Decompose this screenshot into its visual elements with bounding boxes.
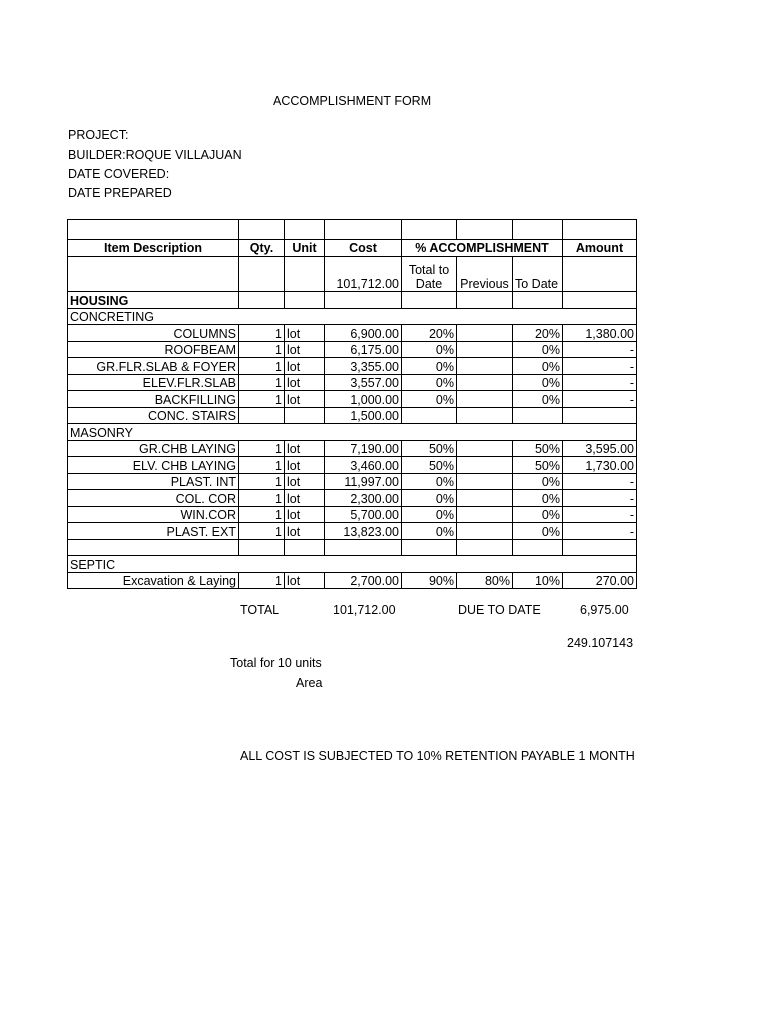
item-amount: 1,380.00	[563, 325, 637, 342]
item-description: WIN.COR	[67, 507, 239, 524]
empty-cell	[239, 257, 285, 292]
table-row	[67, 507, 637, 524]
item-previous	[457, 408, 513, 425]
item-total-to-date: 0%	[402, 507, 457, 524]
item-to-date: 0%	[513, 490, 563, 507]
item-to-date: 50%	[513, 457, 563, 474]
item-description: Excavation & Laying	[67, 573, 239, 590]
item-qty	[239, 408, 285, 425]
empty-cell	[563, 257, 637, 292]
item-cost: 2,300.00	[325, 490, 402, 507]
item-unit: lot	[285, 507, 325, 524]
item-amount: 270.00	[563, 573, 637, 590]
date-prepared-label: DATE PREPARED	[68, 186, 172, 200]
table-row	[67, 358, 637, 375]
empty-cell	[513, 292, 563, 309]
due-to-date-label: DUE TO DATE	[458, 603, 541, 617]
item-previous	[457, 375, 513, 392]
header-item-description: Item Description	[67, 240, 239, 257]
item-description: GR.CHB LAYING	[67, 441, 239, 458]
table-subheader-row	[67, 257, 637, 292]
item-to-date: 0%	[513, 375, 563, 392]
item-total-to-date: 20%	[402, 325, 457, 342]
due-to-date-value: 6,975.00	[580, 603, 629, 617]
item-unit: lot	[285, 358, 325, 375]
item-description: PLAST. EXT	[67, 523, 239, 540]
retention-note: ALL COST IS SUBJECTED TO 10% RETENTION PAYABLE 1 MONTH	[240, 749, 635, 763]
item-amount: -	[563, 490, 637, 507]
item-qty: 1	[239, 358, 285, 375]
item-unit: lot	[285, 325, 325, 342]
item-unit: lot	[285, 457, 325, 474]
header-amount: Amount	[563, 240, 637, 257]
empty-cell	[457, 292, 513, 309]
item-total-to-date: 0%	[402, 375, 457, 392]
table-row	[67, 391, 637, 408]
item-amount: -	[563, 507, 637, 524]
empty-cell	[325, 219, 402, 240]
empty-cell	[285, 292, 325, 309]
item-to-date: 0%	[513, 474, 563, 491]
group-title: CONCRETING	[67, 309, 637, 326]
item-cost: 6,175.00	[325, 342, 402, 359]
item-amount: -	[563, 358, 637, 375]
item-qty: 1	[239, 507, 285, 524]
item-description: ELV. CHB LAYING	[67, 457, 239, 474]
item-qty: 1	[239, 325, 285, 342]
header-cost: Cost	[325, 240, 402, 257]
empty-cell	[285, 257, 325, 292]
item-qty: 1	[239, 457, 285, 474]
item-amount: 3,595.00	[563, 441, 637, 458]
table-row	[67, 573, 637, 590]
item-previous	[457, 441, 513, 458]
item-previous	[457, 358, 513, 375]
item-qty: 1	[239, 490, 285, 507]
table-header-row	[67, 240, 637, 257]
item-previous	[457, 391, 513, 408]
item-description: CONC. STAIRS	[67, 408, 239, 425]
empty-cell	[325, 540, 402, 557]
item-cost: 7,190.00	[325, 441, 402, 458]
empty-cell	[239, 219, 285, 240]
item-total-to-date: 0%	[402, 490, 457, 507]
item-qty: 1	[239, 375, 285, 392]
empty-cell	[402, 540, 457, 557]
item-qty: 1	[239, 391, 285, 408]
section-title: HOUSING	[67, 292, 239, 309]
item-total-to-date: 50%	[402, 457, 457, 474]
item-to-date: 10%	[513, 573, 563, 590]
item-total-to-date: 0%	[402, 474, 457, 491]
item-total-to-date: 0%	[402, 358, 457, 375]
item-description: BACKFILLING	[67, 391, 239, 408]
empty-cell	[285, 219, 325, 240]
group-row	[67, 424, 637, 441]
item-qty: 1	[239, 342, 285, 359]
project-label: PROJECT:	[68, 128, 129, 142]
item-previous	[457, 325, 513, 342]
blank-row	[67, 540, 637, 557]
table-row	[67, 342, 637, 359]
item-cost: 11,997.00	[325, 474, 402, 491]
group-title: SEPTIC	[67, 556, 637, 573]
item-amount: -	[563, 342, 637, 359]
item-to-date: 0%	[513, 507, 563, 524]
item-unit: lot	[285, 342, 325, 359]
item-qty: 1	[239, 441, 285, 458]
table-row	[67, 490, 637, 507]
item-previous	[457, 507, 513, 524]
item-previous	[457, 342, 513, 359]
subheader-total-to-date: Total to Date	[402, 257, 457, 292]
item-previous	[457, 474, 513, 491]
header-accomplishment: % ACCOMPLISHMENT	[402, 240, 563, 257]
empty-cell	[563, 540, 637, 557]
item-unit: lot	[285, 573, 325, 590]
empty-cell	[402, 292, 457, 309]
table-row	[67, 325, 637, 342]
empty-cell	[457, 540, 513, 557]
table-row	[67, 523, 637, 540]
item-to-date: 20%	[513, 325, 563, 342]
item-amount: -	[563, 523, 637, 540]
empty-cell	[402, 219, 457, 240]
item-total-to-date: 0%	[402, 342, 457, 359]
table-row	[67, 375, 637, 392]
empty-cell	[325, 292, 402, 309]
item-previous	[457, 457, 513, 474]
item-unit: lot	[285, 441, 325, 458]
empty-cell	[239, 540, 285, 557]
empty-cell	[513, 540, 563, 557]
group-row	[67, 556, 637, 573]
total-label: TOTAL	[240, 603, 280, 617]
table-top-row	[67, 219, 637, 240]
header-qty: Qty.	[239, 240, 285, 257]
item-amount	[563, 408, 637, 425]
empty-cell	[563, 292, 637, 309]
table-row	[67, 441, 637, 458]
extra-value: 249.107143	[567, 636, 634, 650]
item-amount: -	[563, 391, 637, 408]
item-total-to-date: 90%	[402, 573, 457, 590]
item-description: GR.FLR.SLAB & FOYER	[67, 358, 239, 375]
item-cost: 3,557.00	[325, 375, 402, 392]
empty-cell	[239, 292, 285, 309]
item-amount: -	[563, 474, 637, 491]
item-previous	[457, 523, 513, 540]
item-to-date: 50%	[513, 441, 563, 458]
item-amount: 1,730.00	[563, 457, 637, 474]
section-row	[67, 292, 637, 309]
item-to-date: 0%	[513, 391, 563, 408]
item-previous	[457, 490, 513, 507]
item-unit: lot	[285, 375, 325, 392]
total-value: 101,712.00	[333, 603, 396, 617]
item-cost: 3,355.00	[325, 358, 402, 375]
item-unit	[285, 408, 325, 425]
item-cost: 5,700.00	[325, 507, 402, 524]
form-title: ACCOMPLISHMENT FORM	[273, 94, 432, 108]
item-total-to-date: 50%	[402, 441, 457, 458]
item-amount: -	[563, 375, 637, 392]
group-title: MASONRY	[67, 424, 637, 441]
item-description: COLUMNS	[67, 325, 239, 342]
item-description: ELEV.FLR.SLAB	[67, 375, 239, 392]
empty-cell	[67, 219, 239, 240]
empty-cell	[285, 540, 325, 557]
item-qty: 1	[239, 474, 285, 491]
date-covered-label: DATE COVERED:	[68, 167, 170, 181]
table-row	[67, 408, 637, 425]
item-total-to-date: 0%	[402, 391, 457, 408]
item-unit: lot	[285, 490, 325, 507]
subheader-to-date: To Date	[513, 257, 563, 292]
table-row	[67, 474, 637, 491]
item-cost: 2,700.00	[325, 573, 402, 590]
cost-total-cell: 101,712.00	[325, 257, 402, 292]
item-qty: 1	[239, 573, 285, 590]
item-qty: 1	[239, 523, 285, 540]
item-cost: 13,823.00	[325, 523, 402, 540]
empty-cell	[457, 219, 513, 240]
table-row	[67, 457, 637, 474]
item-cost: 3,460.00	[325, 457, 402, 474]
item-description: ROOFBEAM	[67, 342, 239, 359]
item-to-date: 0%	[513, 358, 563, 375]
area-label: Area	[296, 676, 323, 690]
empty-cell	[67, 257, 239, 292]
group-row	[67, 309, 637, 326]
builder-label: BUILDER:ROQUE VILLAJUAN	[68, 148, 242, 162]
item-total-to-date: 0%	[402, 523, 457, 540]
empty-cell	[563, 219, 637, 240]
item-unit: lot	[285, 474, 325, 491]
item-to-date	[513, 408, 563, 425]
empty-cell	[513, 219, 563, 240]
item-to-date: 0%	[513, 523, 563, 540]
item-unit: lot	[285, 391, 325, 408]
item-to-date: 0%	[513, 342, 563, 359]
item-unit: lot	[285, 523, 325, 540]
total-units-label: Total for 10 units	[230, 656, 322, 670]
item-cost: 1,000.00	[325, 391, 402, 408]
item-cost: 1,500.00	[325, 408, 402, 425]
item-description: COL. COR	[67, 490, 239, 507]
item-total-to-date	[402, 408, 457, 425]
empty-cell	[67, 540, 239, 557]
item-previous: 80%	[457, 573, 513, 590]
subheader-previous: Previous	[457, 257, 513, 292]
header-unit: Unit	[285, 240, 325, 257]
item-description: PLAST. INT	[67, 474, 239, 491]
accomplishment-table	[67, 219, 637, 589]
item-cost: 6,900.00	[325, 325, 402, 342]
